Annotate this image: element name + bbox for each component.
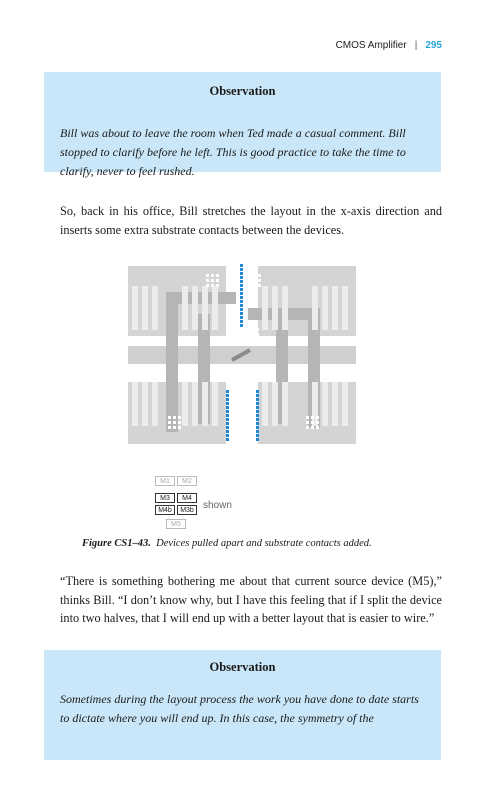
device-finger: [272, 382, 278, 426]
substrate-contact: [306, 416, 309, 419]
device-finger: [312, 286, 318, 330]
device-finger: [262, 382, 268, 426]
observation-text: Bill was about to leave the room when Ted made a casual comment. Bill stopped to clarify before he left. This is good practice to take the time to clarify, never to feel rushed.: [60, 126, 406, 178]
substrate-contact: [211, 279, 214, 282]
blue-contact: [256, 422, 259, 425]
observation-box: [44, 72, 441, 178]
substrate-contact: [256, 338, 259, 341]
substrate-contact: [173, 426, 176, 429]
substrate-contact: [173, 421, 176, 424]
device-finger: [192, 286, 198, 330]
substrate-contact: [216, 279, 219, 282]
device-finger: [282, 286, 288, 330]
substrate-contact: [238, 333, 241, 336]
device-finger: [142, 286, 148, 330]
substrate-contact: [178, 416, 181, 419]
blue-contact: [240, 312, 243, 315]
substrate-contact: [173, 416, 176, 419]
blue-contact: [226, 390, 229, 393]
blue-contact: [240, 304, 243, 307]
substrate-contact: [211, 274, 214, 277]
device-finger: [332, 286, 338, 330]
blue-contact: [256, 438, 259, 441]
legend-m3b: M3b: [177, 505, 197, 515]
substrate-contact: [168, 421, 171, 424]
blue-contact: [240, 316, 243, 319]
substrate-contact: [251, 333, 254, 336]
blue-contact: [240, 268, 243, 271]
blue-contact: [256, 410, 259, 413]
substrate-contact: [311, 421, 314, 424]
substrate-contact: [246, 328, 249, 331]
substrate-contact: [256, 328, 259, 331]
blue-contact: [240, 296, 243, 299]
blue-contact: [226, 398, 229, 401]
device-finger: [322, 286, 328, 330]
device-finger: [182, 286, 188, 330]
figure-caption: [82, 538, 372, 549]
page-number: 295: [425, 40, 442, 51]
blue-contact: [226, 434, 229, 437]
blue-contact: [256, 430, 259, 433]
header-separator: |: [414, 40, 418, 51]
observation-box: [44, 650, 441, 760]
device-legend: [155, 476, 265, 536]
substrate-contact: [306, 421, 309, 424]
blue-contact: [240, 264, 243, 267]
blue-contact: [240, 324, 243, 327]
substrate-contact: [246, 333, 249, 336]
blue-contact: [256, 398, 259, 401]
device-finger: [342, 286, 348, 330]
blue-contact: [256, 426, 259, 429]
blue-contact: [256, 418, 259, 421]
device-finger: [132, 286, 138, 330]
substrate-contact: [251, 328, 254, 331]
device-finger: [332, 382, 338, 426]
substrate-contact: [258, 274, 261, 277]
figure-caption-label: Figure CS1–43.: [82, 538, 151, 549]
substrate-contact: [253, 274, 256, 277]
observation-title: Observation: [209, 660, 276, 674]
substrate-contact: [233, 333, 236, 336]
blue-contact: [226, 438, 229, 441]
substrate-contact: [253, 284, 256, 287]
device-finger: [282, 382, 288, 426]
blue-contact: [256, 434, 259, 437]
substrate-contact: [178, 421, 181, 424]
running-title: CMOS Amplifier: [335, 40, 407, 51]
substrate-contact: [246, 338, 249, 341]
blue-contact: [226, 402, 229, 405]
blue-contact: [226, 406, 229, 409]
legend-m1: M1: [155, 476, 175, 486]
observation-title: Observation: [209, 84, 276, 98]
blue-contact: [256, 414, 259, 417]
legend-m5: M5: [166, 519, 186, 529]
blue-contact: [256, 402, 259, 405]
blue-contact: [240, 292, 243, 295]
device-finger: [192, 382, 198, 426]
substrate-contact: [316, 416, 319, 419]
blue-contact: [240, 272, 243, 275]
device-finger: [312, 382, 318, 426]
substrate-contact: [216, 284, 219, 287]
substrate-contact: [168, 426, 171, 429]
device-finger: [272, 286, 278, 330]
device-finger: [212, 382, 218, 426]
substrate-contact: [311, 426, 314, 429]
substrate-contact: [233, 338, 236, 341]
substrate-contact: [248, 284, 251, 287]
device-finger: [152, 382, 158, 426]
substrate-contact: [258, 279, 261, 282]
substrate-contact: [238, 328, 241, 331]
device-finger: [152, 286, 158, 330]
substrate-contact: [248, 274, 251, 277]
substrate-contact: [238, 338, 241, 341]
device-finger: [202, 382, 208, 426]
substrate-contact: [211, 284, 214, 287]
substrate-contact: [233, 328, 236, 331]
substrate-contact: [228, 338, 231, 341]
substrate-contact: [306, 426, 309, 429]
substrate-contact: [248, 279, 251, 282]
legend-m2: M2: [177, 476, 197, 486]
blue-contact: [226, 422, 229, 425]
device-finger: [262, 286, 268, 330]
substrate-contact: [316, 426, 319, 429]
device-finger: [142, 382, 148, 426]
legend-note: shown: [203, 500, 232, 511]
device-finger: [182, 382, 188, 426]
substrate-contact: [178, 426, 181, 429]
substrate-contact: [228, 328, 231, 331]
blue-contact: [240, 308, 243, 311]
substrate-contact: [228, 333, 231, 336]
blue-contact: [226, 418, 229, 421]
substrate-contact: [256, 333, 259, 336]
blue-contact: [240, 320, 243, 323]
observation-text: Sometimes during the layout process the work you have done to date starts to dictate where you will end up. In this case, the symmetry of the: [60, 692, 419, 725]
blue-contact: [240, 300, 243, 303]
substrate-contact: [311, 416, 314, 419]
device-finger: [322, 382, 328, 426]
blue-contact: [226, 394, 229, 397]
blue-contact: [256, 390, 259, 393]
blue-contact: [226, 410, 229, 413]
substrate-contact: [316, 421, 319, 424]
figure-caption-text: Devices pulled apart and substrate contacts added.: [156, 538, 372, 549]
device-finger: [212, 286, 218, 330]
blue-contact: [226, 426, 229, 429]
device-finger: [132, 382, 138, 426]
body-paragraph: “There is something bothering me about that current source device (M5),” thinks Bill. “I don’t know why, but I have this feeling that if I split the device into two halves, that I will end up with a better layout that is easier to wire.”: [60, 574, 442, 625]
substrate-contact: [206, 274, 209, 277]
blue-contact: [240, 280, 243, 283]
legend-m4b: M4b: [155, 505, 175, 515]
running-header: [336, 40, 442, 51]
route-left: [166, 292, 178, 432]
device-finger: [342, 382, 348, 426]
legend-m4: M4: [177, 493, 197, 503]
substrate-contact: [206, 284, 209, 287]
substrate-contact: [251, 338, 254, 341]
blue-contact: [240, 288, 243, 291]
body-paragraph: So, back in his office, Bill stretches the layout in the x-axis direction and inserts some extra substrate contacts between the devices.: [60, 204, 442, 237]
blue-contact: [226, 414, 229, 417]
legend-m3: M3: [155, 493, 175, 503]
substrate-contact: [216, 274, 219, 277]
blue-contact: [240, 276, 243, 279]
substrate-contact: [253, 279, 256, 282]
blue-contact: [256, 394, 259, 397]
blue-contact: [256, 406, 259, 409]
substrate-contact: [258, 284, 261, 287]
substrate-contact: [206, 279, 209, 282]
blue-contact: [226, 430, 229, 433]
blue-contact: [240, 284, 243, 287]
device-finger: [202, 286, 208, 330]
layout-figure: [128, 264, 356, 450]
substrate-contact: [168, 416, 171, 419]
